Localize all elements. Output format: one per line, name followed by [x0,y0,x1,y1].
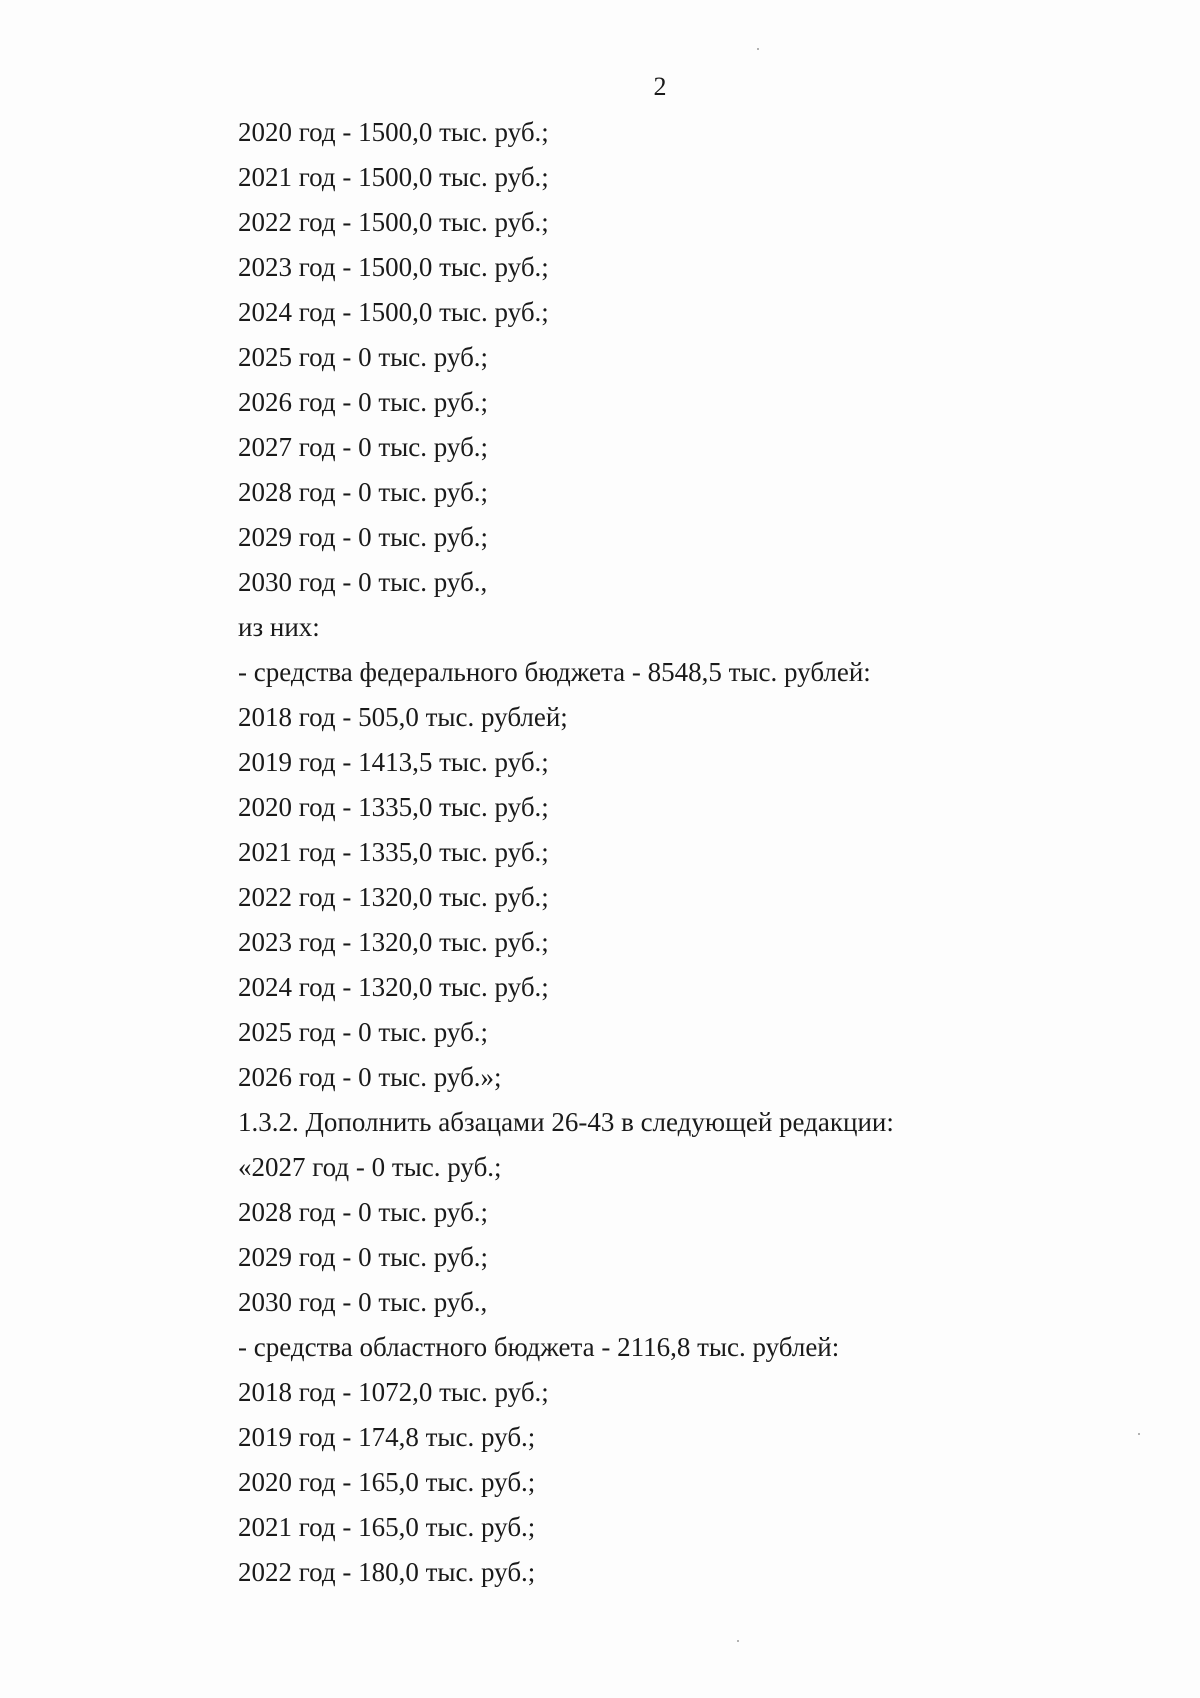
document-body [238,110,1098,1595]
text-line: 2023 год - 1500,0 тыс. руб.; [238,252,549,282]
text-line: 2018 год - 1072,0 тыс. руб.; [238,1377,549,1407]
text-line: 2024 год - 1500,0 тыс. руб.; [238,297,549,327]
text-line: 2021 год - 165,0 тыс. руб.; [238,1512,536,1542]
page-number: 2 [653,72,667,101]
text-line: 2020 год - 165,0 тыс. руб.; [238,1467,536,1497]
text-line: 2023 год - 1320,0 тыс. руб.; [238,927,549,957]
text-line: 2028 год - 0 тыс. руб.; [238,1197,489,1227]
text-line: 2030 год - 0 тыс. руб., [238,567,488,597]
text-line: 2025 год - 0 тыс. руб.; [238,1017,489,1047]
text-line: 2022 год - 1500,0 тыс. руб.; [238,207,549,237]
text-line: 2020 год - 1500,0 тыс. руб.; [238,117,549,147]
scan-speck [737,1640,739,1642]
text-line: 2019 год - 174,8 тыс. руб.; [238,1422,536,1452]
text-line: - средства областного бюджета - 2116,8 тыс. рублей: [238,1332,840,1362]
text-line: 2029 год - 0 тыс. руб.; [238,1242,489,1272]
scan-speck [1138,1433,1140,1435]
text-line: 2021 год - 1335,0 тыс. руб.; [238,837,549,867]
text-line: 2027 год - 0 тыс. руб.; [238,432,489,462]
text-line: 2024 год - 1320,0 тыс. руб.; [238,972,549,1002]
text-line: 2018 год - 505,0 тыс. рублей; [238,702,568,732]
text-line: 2025 год - 0 тыс. руб.; [238,342,489,372]
text-line: из них: [238,612,320,642]
text-line: 2029 год - 0 тыс. руб.; [238,522,489,552]
text-line: 2026 год - 0 тыс. руб.»; [238,1062,502,1092]
text-line: «2027 год - 0 тыс. руб.; [238,1152,502,1182]
scan-speck [757,48,759,50]
text-line: 2021 год - 1500,0 тыс. руб.; [238,162,549,192]
text-line: 1.3.2. Дополнить абзацами 26-43 в следующей редакции: [238,1107,894,1137]
text-line: 2019 год - 1413,5 тыс. руб.; [238,747,549,777]
text-line: 2028 год - 0 тыс. руб.; [238,477,489,507]
text-line: 2022 год - 1320,0 тыс. руб.; [238,882,549,912]
text-line: 2022 год - 180,0 тыс. руб.; [238,1557,536,1587]
text-line: 2026 год - 0 тыс. руб.; [238,387,489,417]
text-line: - средства федерального бюджета - 8548,5 тыс. рублей: [238,657,871,687]
text-line: 2030 год - 0 тыс. руб., [238,1287,488,1317]
text-line: 2020 год - 1335,0 тыс. руб.; [238,792,549,822]
